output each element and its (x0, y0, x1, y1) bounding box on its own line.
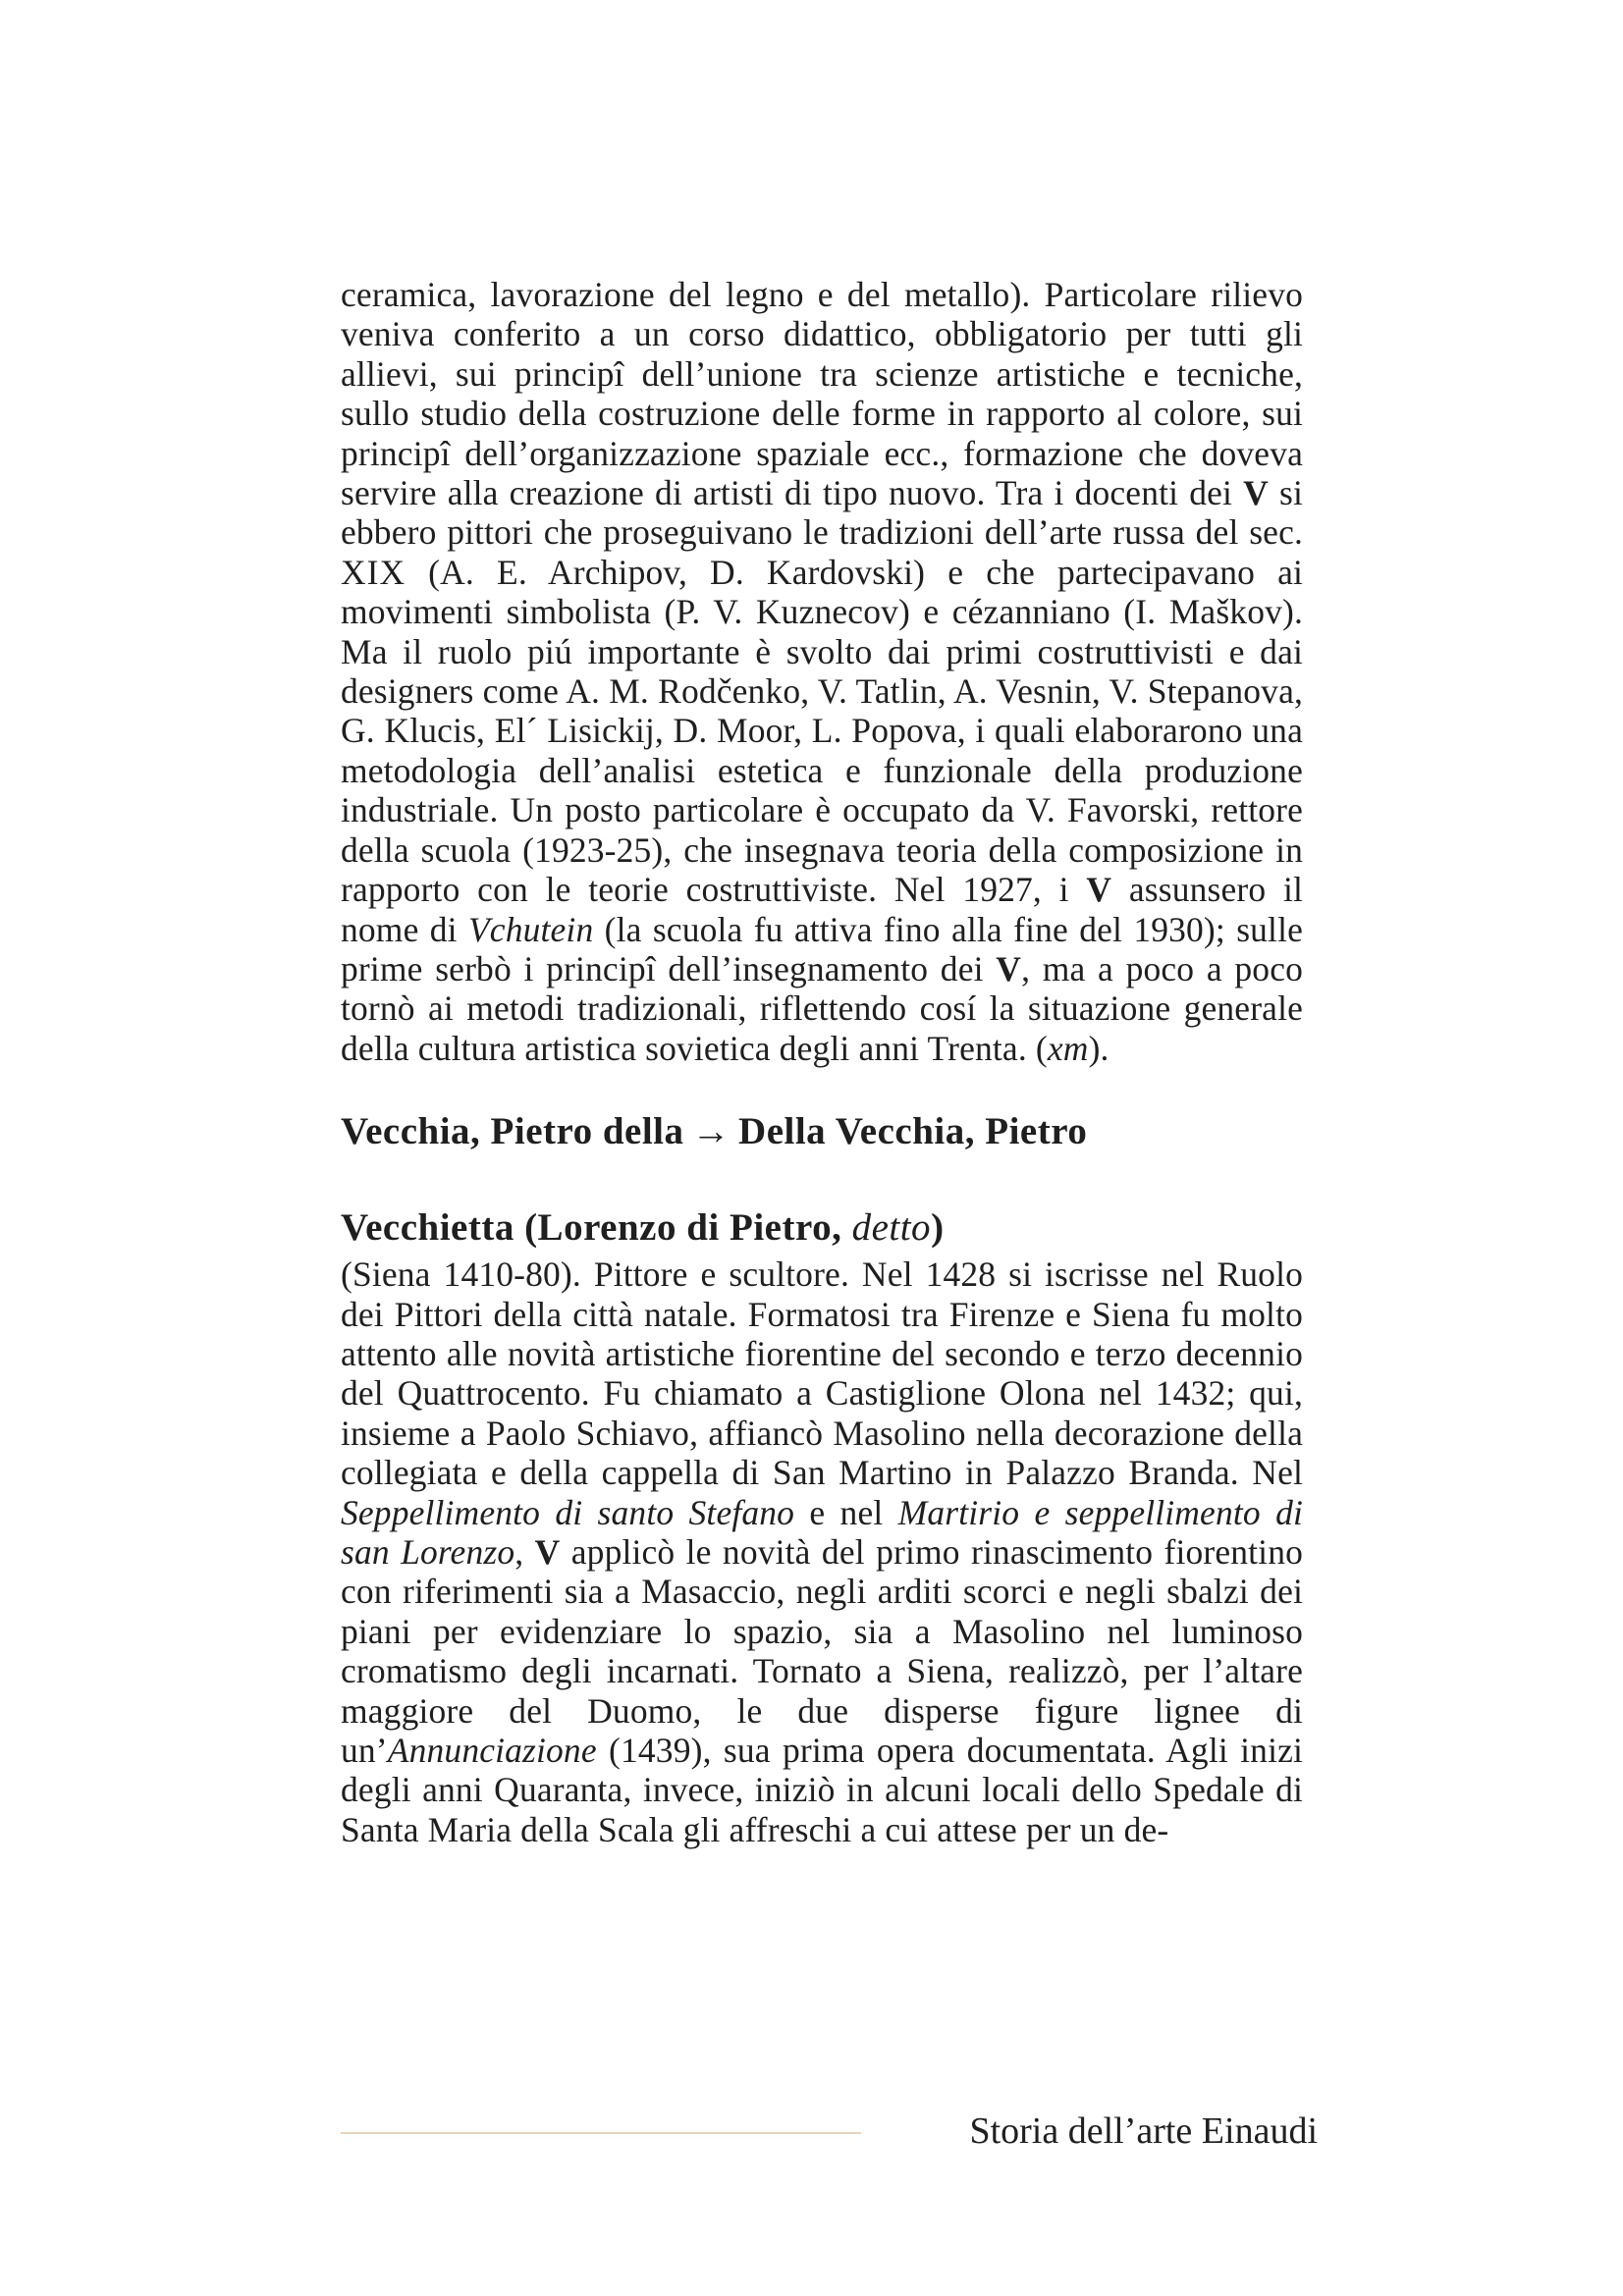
century-numeral: XIX (341, 552, 406, 592)
cross-reference-target: Della Vecchia, Pietro (738, 1110, 1088, 1153)
artwork-title: Seppellimento di santo Stefano (341, 1492, 795, 1532)
text-run: (la scuola fu attiva fino alla fine del 1930); sulle prime serbò i principî dell’insegnamento dei (341, 909, 1303, 988)
entry-vecchietta-paragraph (341, 1255, 1303, 1849)
entry-continuation-paragraph (341, 275, 1303, 1068)
bold-abbreviation: V (1243, 473, 1269, 513)
text-run: applicò le novità del primo rinascimento fiorentino con riferimenti sia a Masaccio, negli arditi scorci e negli sbalzi dei piani per evidenziare lo spazio, sia a Masolino nel luminoso cromatismo degli incarnati. Tornato a Siena, realizzò, per l’altare maggiore del Duomo, le due disperse figure lignee di un’ (341, 1531, 1303, 1770)
text-run: (1439), sua prima opera documentata. Agli inizi degli anni Quaranta, invece, iniziò in alcuni locali dello Spedale di Santa Maria della Scala gli affreschi a cui attese per un de- (341, 1731, 1303, 1849)
cross-reference-heading (341, 1109, 1303, 1154)
bold-abbreviation: V (1086, 870, 1112, 910)
bold-abbreviation: V (534, 1531, 561, 1572)
entry-heading-italic: detto (851, 1206, 932, 1250)
text-run: , ma a poco a poco tornò ai metodi tradizionali, riflettendo cosí la situazione generale della cultura artistica sovietica degli anni Trenta. ( (341, 948, 1303, 1068)
text-run: (Siena 1410-80). Pittore e scultore. Nel 1428 si iscrisse nel Ruolo dei Pittori della città natale. Formatosi tra Firenze e Siena fu molto attento alle novità artistiche fiorentine del secondo e terzo decennio del Quattrocento. Fu chiamato a Castiglione Olona nel 1432; qui, insieme a Paolo Schiavo, affiancò Masolino nella decorazione della collegiata e della cappella di San Martino in Palazzo Branda. Nel (341, 1255, 1303, 1493)
publisher-name: Storia dell’arte Einaudi (969, 2110, 1318, 2152)
text-run: ceramica, lavorazione del legno e del metallo). Particolare rilievo veniva conferito a un corso didattico, obbligatorio per tutti gli allievi, sui principî dell’unione tra scienze artistiche e tecniche, sullo studio della costruzione delle forme in rapporto al colore, sui principî dell’organizzazione spaziale ecc., formazione che doveva servire alla creazione di artisti di tipo nuovo. Tra i docenti dei (341, 275, 1303, 513)
text-run: assunsero il nome di (341, 870, 1303, 949)
text-run: ). (1088, 1028, 1109, 1068)
entry-heading-vecchietta (341, 1205, 1303, 1251)
text-run: si ebbero pittori che proseguivano le tradizioni dell’arte russa del sec. (341, 473, 1303, 553)
entry-heading-close: ) (931, 1206, 945, 1250)
text-run: e nel (794, 1492, 898, 1532)
author-initials: xm (1047, 1028, 1089, 1068)
text-run: , (514, 1531, 535, 1572)
text-run: (A. E. Archipov, D. Kardovski) e che partecipavano ai movimenti simbolista (P. V. Kuznecov) e cézanniano (I. Maškov). Ma il ruolo piú importante è svolto dai primi costruttivisti e dai designers come A. M. Rodčenko, V. Tatlin, A. Vesnin, V. Stepanova, G. Klucis, El´ Lisickij, D. Moor, L. Popova, i quali elaborarono una metodologia dell’analisi estetica e funzionale della produzione industriale. Un posto particolare è occupato da V. Favorski, rettore della scuola (1923-25), che insegnava teoria della composizione in rapporto con le teorie costruttiviste. Nel 1927, i (341, 552, 1303, 910)
artwork-title: Martirio e seppellimento di san Lorenzo (341, 1492, 1303, 1572)
arrow-right-icon: → (691, 1110, 731, 1153)
italic-term: Vchutein (467, 909, 594, 949)
footer-rule (341, 2132, 861, 2134)
entry-heading-main: Vecchietta (Lorenzo di Pietro, (341, 1206, 852, 1250)
bold-abbreviation: V (996, 948, 1022, 988)
artwork-title: Annunciazione (387, 1731, 597, 1770)
page-footer (341, 2109, 1318, 2154)
text-column (341, 275, 1303, 1849)
cross-reference-term: Vecchia, Pietro della (341, 1110, 684, 1153)
